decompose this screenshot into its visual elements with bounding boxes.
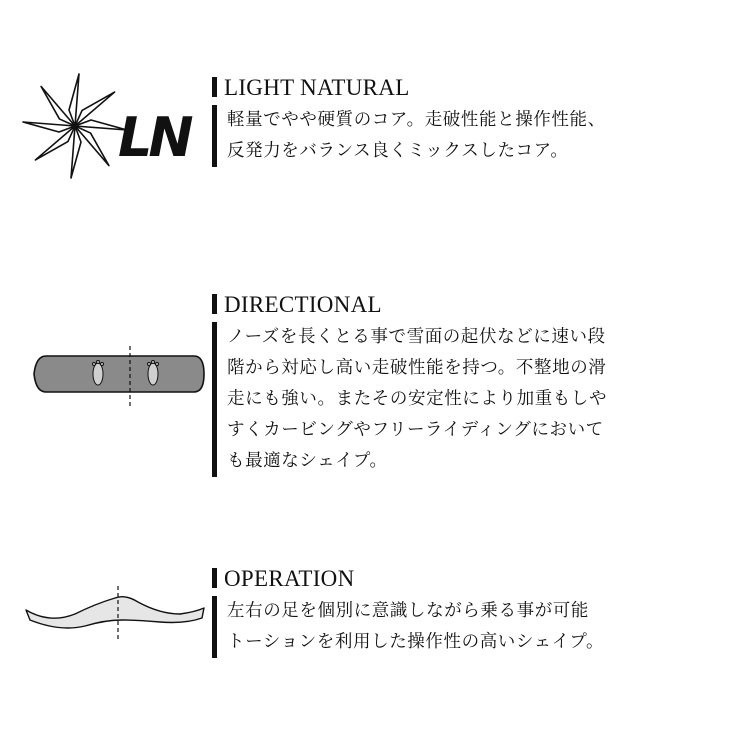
description-line: 走にも強い。またその安定性により加重もしや <box>227 389 608 409</box>
section-description <box>212 596 604 658</box>
ln-logo-icon <box>20 72 210 180</box>
operation-torsion-icon <box>20 584 210 644</box>
section-title: LIGHT NATURAL <box>212 76 410 99</box>
section-title: DIRECTIONAL <box>212 293 382 316</box>
description-line: 軽量でやや硬質のコア。走破性能と操作性能、 <box>227 110 606 130</box>
section-title: OPERATION <box>212 567 354 590</box>
ln-logo-text: LN <box>118 106 190 169</box>
description-line: も最適なシェイプ。 <box>227 451 388 471</box>
description-line: すくカービングやフリーライディングにおいて <box>227 420 604 440</box>
description-line: 左右の足を個別に意識しながら乗る事が可能 <box>227 601 589 621</box>
section-description <box>212 105 606 167</box>
description-line: 反発力をバランス良くミックスしたコア。 <box>227 141 569 161</box>
description-line: ノーズを長くとる事で雪面の起伏などに速い段 <box>227 327 606 347</box>
description-line: 階から対応し高い走破性能を持つ。不整地の滑 <box>227 358 607 378</box>
section-description <box>212 322 607 477</box>
directional-board-icon <box>28 342 208 410</box>
description-line: トーションを利用した操作性の高いシェイプ。 <box>227 632 605 652</box>
